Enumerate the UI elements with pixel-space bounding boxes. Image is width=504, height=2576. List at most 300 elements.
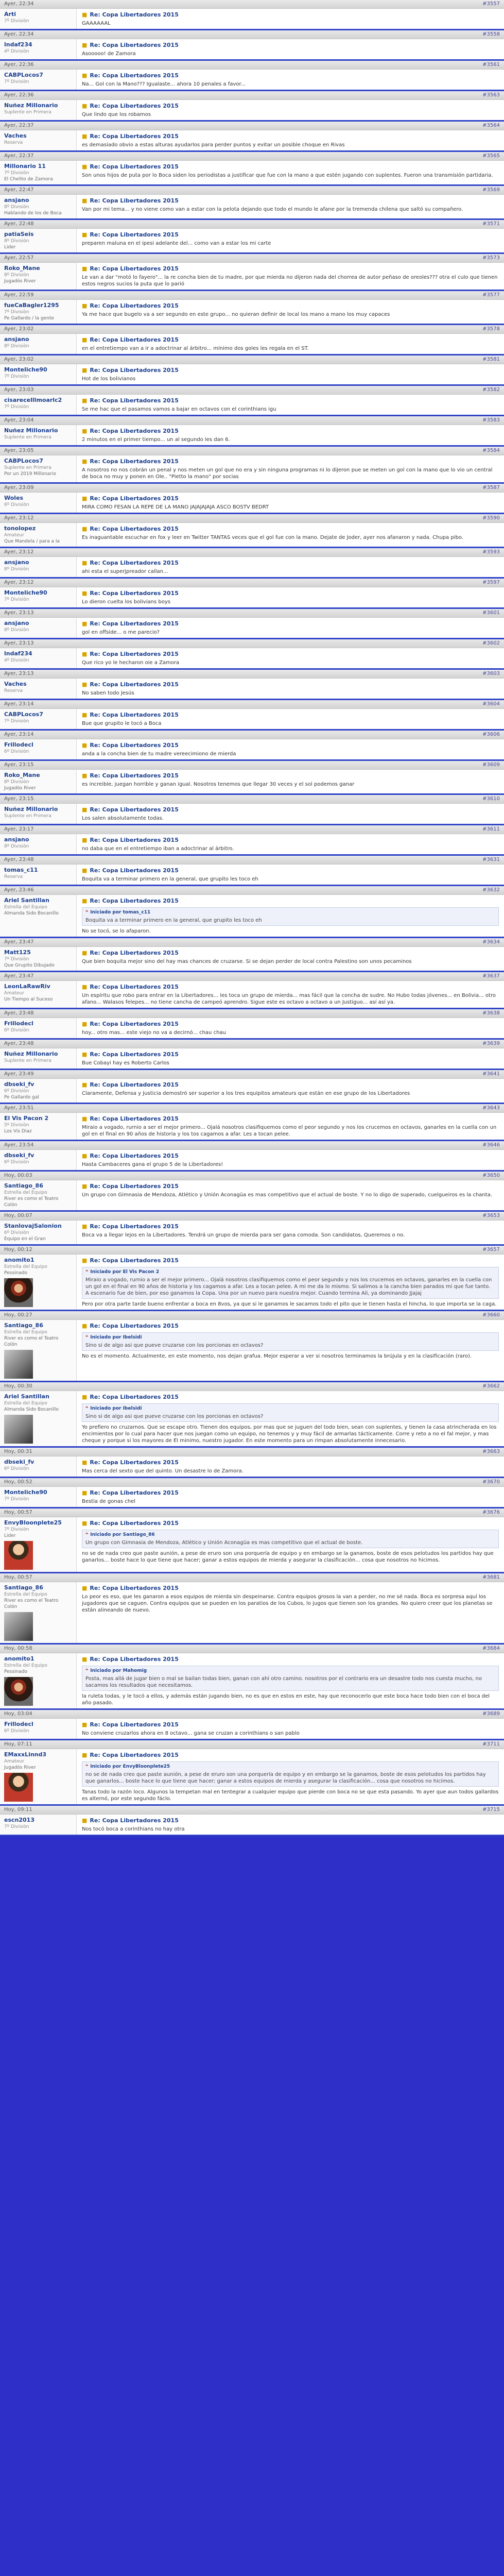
post-text: Yo prefiero no cruzarnos. Que se escape otro. Tienen dos equipos, por mas que se juguen del todo bien, sean con suplentes, y tienen la casa atrincherada en los encimientos por lo cual para hacer que nos juegan como un equipo, no tenemos y y muy fácil de armarlas tácticamente. Corre y reto a no el fal mejor, y mas cheque y porque si los mayores de El minimo, nuestro jugador. En este momento para un rimpan absolutamente innecesario.	[82, 1425, 497, 1444]
author-username-link[interactable]: Arti	[4, 11, 16, 18]
post-header	[0, 825, 504, 834]
post-body	[77, 195, 504, 218]
post-body	[77, 1653, 504, 1708]
avatar[interactable]	[4, 1612, 33, 1641]
post-number-link[interactable]: #3584	[482, 448, 500, 453]
post-title-icon: ■	[82, 1752, 88, 1758]
post-header	[0, 91, 504, 100]
author-username-link[interactable]: anomito1	[4, 1257, 34, 1263]
post-title-text: Re: Copa Libertadores 2015	[90, 837, 179, 843]
post-title-icon: ■	[82, 711, 88, 718]
post-number-link[interactable]: #3670	[482, 1479, 500, 1485]
post-title-text: Re: Copa Libertadores 2015	[90, 1081, 179, 1088]
author-username-link[interactable]: EMaxxLinnd3	[4, 1751, 47, 1758]
post-text: anda a la concha bien de tu madre vereecimiono de mierda	[82, 751, 236, 757]
author-username-link[interactable]: Ariel Santillan	[4, 897, 49, 904]
post-title-text: Re: Copa Libertadores 2015	[90, 1021, 179, 1027]
author-panel	[0, 523, 77, 547]
avatar[interactable]	[4, 1541, 33, 1570]
author-username-link[interactable]: CABPLocos7	[4, 711, 43, 718]
post-number-link[interactable]: #3643	[482, 1105, 500, 1111]
post-header	[0, 386, 504, 395]
post-header	[0, 0, 504, 9]
author-username-link[interactable]: EnvyBloonplete25	[4, 1519, 62, 1526]
post-title	[82, 1459, 499, 1467]
avatar[interactable]	[4, 1773, 33, 1802]
author-username-link[interactable]: Woles	[4, 495, 24, 501]
post-title	[82, 1182, 499, 1191]
post-number-link[interactable]: #3676	[482, 1510, 500, 1515]
author-rank: 6º Divisiòn	[4, 1089, 29, 1094]
author-subtitle: El Chelito de Zamora	[4, 177, 53, 182]
post-number-link[interactable]: #3684	[482, 1646, 500, 1651]
author-panel	[0, 1048, 77, 1069]
post-time: Hoy, 03:04	[4, 1711, 32, 1717]
avatar[interactable]	[4, 1677, 33, 1706]
post-header	[0, 1382, 504, 1391]
forum-post	[0, 1573, 504, 1645]
post-title	[82, 1020, 499, 1028]
post-title-text: Re: Copa Libertadores 2015	[90, 163, 179, 170]
author-username-link[interactable]: tonolopez	[4, 525, 36, 532]
post-number-link[interactable]: #3632	[482, 887, 500, 893]
post-header	[0, 186, 504, 195]
post-header	[0, 325, 504, 334]
author-panel	[0, 804, 77, 824]
avatar[interactable]	[4, 1350, 33, 1379]
author-username-link[interactable]: Frillodecl	[4, 1020, 33, 1027]
author-rank: 6º Divisiòn	[4, 1160, 29, 1165]
author-username-link[interactable]: StanlovajSalonion	[4, 1223, 62, 1229]
forum-post	[0, 1710, 504, 1740]
post-row	[0, 557, 504, 577]
author-username-link[interactable]: Frillodecl	[4, 1721, 33, 1727]
post-row	[0, 648, 504, 668]
post-number-link[interactable]: #3610	[482, 796, 500, 802]
post-title-icon: ■	[82, 837, 88, 843]
author-username-link[interactable]: cisarecelllmoarlc2	[4, 397, 62, 403]
post-header	[0, 1009, 504, 1018]
post-header	[0, 670, 504, 679]
author-rank: 6º Divisiòn	[4, 1028, 29, 1033]
post-body	[77, 709, 504, 729]
author-panel	[0, 1653, 77, 1708]
author-subtitle: Almanda Sido Bocanillo	[4, 1407, 59, 1412]
post-number-link[interactable]: #3657	[482, 1247, 500, 1252]
author-username-link[interactable]: ansjano	[4, 620, 29, 626]
post-row	[0, 263, 504, 290]
post-header	[0, 1710, 504, 1719]
post-number-link[interactable]: #3569	[482, 187, 500, 193]
forum-post	[0, 416, 504, 447]
post-time: Hoy, 00:58	[4, 1646, 32, 1651]
author-username-link[interactable]: Nuñez Millonario	[4, 1050, 58, 1057]
post-title-text: Re: Copa Libertadores 2015	[90, 681, 179, 688]
post-body	[77, 1079, 504, 1103]
post-header	[0, 1740, 504, 1749]
author-username-link[interactable]: Roko_Mane	[4, 265, 40, 272]
author-username-link[interactable]: ansjano	[4, 197, 29, 204]
quote-author	[85, 1405, 495, 1412]
post-row	[0, 1079, 504, 1103]
post-header	[0, 1645, 504, 1653]
post-text: Mas cerca del sexto que del quinto. Un desastre lo de Zamora.	[82, 1468, 244, 1474]
post-number-link[interactable]: #3638	[482, 1010, 500, 1016]
author-username-link[interactable]: escn2013	[4, 1817, 34, 1823]
post-number-link[interactable]: #3593	[482, 549, 500, 555]
post-number-link[interactable]: #3653	[482, 1213, 500, 1218]
post-time: Ayer, 23:13	[4, 610, 34, 616]
forum-post	[0, 1009, 504, 1040]
quote-author	[85, 1532, 495, 1538]
post-number-link[interactable]: #3663	[482, 1449, 500, 1454]
post-title-text: Re: Copa Libertadores 2015	[90, 458, 179, 465]
post-text: Hot de los bolivianos	[82, 376, 136, 382]
author-subtitle: River es como el Teatro Colón	[4, 1336, 59, 1347]
post-header	[0, 700, 504, 709]
quote-text: Sino si de algo asi que pueve cruzarse con los porcionas en octavos?	[85, 1414, 264, 1419]
post-title-text: Re: Copa Libertadores 2015	[90, 495, 179, 502]
quote-text: Un grupo con Gimnasia de Mendoza, Atlético y Unión Aconagüa es mas competitivo que el actual de boste.	[85, 1540, 363, 1546]
post-time: Ayer, 23:54	[4, 1142, 34, 1148]
post-body	[77, 161, 504, 184]
post-body	[77, 1391, 504, 1446]
author-rank: 7º Divisiòn	[4, 719, 29, 724]
author-username-link[interactable]: Monteliche90	[4, 589, 47, 596]
author-panel	[0, 395, 77, 415]
post-title	[82, 302, 499, 310]
author-rank: Amateur	[4, 533, 24, 538]
author-panel	[0, 161, 77, 184]
post-body	[77, 334, 504, 354]
forum-post	[0, 639, 504, 670]
post-number-link[interactable]: #3601	[482, 610, 500, 616]
post-title	[82, 681, 499, 689]
post-title	[82, 1152, 499, 1160]
forum-post	[0, 579, 504, 609]
post-time: Hoy, 00:31	[4, 1449, 32, 1454]
post-number-link[interactable]: #3564	[482, 123, 500, 128]
author-username-link[interactable]: patiaSeis	[4, 231, 34, 238]
author-username-link[interactable]: Santiago_86	[4, 1182, 43, 1189]
author-subtitle: Hablando de los de Boca	[4, 211, 62, 216]
post-body	[77, 679, 504, 699]
post-header	[0, 795, 504, 804]
post-number-link[interactable]: #3577	[482, 292, 500, 298]
post-header	[0, 548, 504, 557]
post-text: Bue que grupito le tocó a Boca	[82, 721, 162, 726]
quote-author-name: Iniciado por Ibelsidi	[90, 1335, 142, 1340]
post-title	[82, 1751, 499, 1759]
post-title-icon: ■	[82, 1051, 88, 1058]
post-text: Na... Gol con la Mano??? Igualaste... ahora 10 penales a favor...	[82, 81, 246, 87]
forum-post	[0, 0, 504, 30]
post-body	[77, 1719, 504, 1739]
author-username-link[interactable]: Nuñez Millonario	[4, 427, 58, 434]
forum-post	[0, 186, 504, 220]
post-time: Hoy, 09:11	[4, 1807, 32, 1812]
post-row	[0, 1320, 504, 1381]
author-username-link[interactable]: Monteliche90	[4, 1489, 47, 1496]
post-title	[82, 72, 499, 80]
post-number-link[interactable]: #3603	[482, 671, 500, 676]
post-body	[77, 300, 504, 324]
author-rank: Suplente en Primera	[4, 110, 51, 115]
post-title-icon: ■	[82, 197, 88, 204]
post-row	[0, 100, 504, 120]
post-row	[0, 1719, 504, 1739]
author-rank: Estrella del Equipo	[4, 905, 47, 910]
author-subtitle: Jugadós River	[4, 279, 36, 284]
author-panel	[0, 1320, 77, 1381]
author-rank: Reserva	[4, 140, 23, 145]
post-title	[82, 897, 499, 905]
author-username-link[interactable]: ansjano	[4, 836, 29, 843]
post-number-link[interactable]: #3571	[482, 221, 500, 227]
post-header	[0, 1212, 504, 1221]
author-username-link[interactable]: CABPLocos7	[4, 72, 43, 78]
author-username-link[interactable]: dbseki_fv	[4, 1152, 34, 1159]
author-username-link[interactable]: lndaf234	[4, 41, 32, 48]
post-number-link[interactable]: #3606	[482, 732, 500, 737]
post-title-icon: ■	[82, 984, 88, 990]
post-number-link[interactable]: #3715	[482, 1807, 500, 1812]
forum-post	[0, 152, 504, 186]
author-username-link[interactable]: CABPLocos7	[4, 457, 43, 464]
post-title-text: Re: Copa Libertadores 2015	[90, 1721, 179, 1728]
post-time: Ayer, 23:02	[4, 357, 34, 362]
quote-icon: ❝	[85, 1764, 89, 1769]
post-title	[82, 11, 499, 19]
post-title-icon: ■	[82, 1115, 88, 1122]
forum-post	[0, 1246, 504, 1311]
author-rank: 5º Divisiòn	[4, 1123, 29, 1128]
post-time: Ayer, 22:36	[4, 92, 34, 98]
post-text: Hasta Cambaceres gana el grupo 5 de la Libertadores!	[82, 1162, 223, 1167]
post-number-link[interactable]: #3557	[482, 1, 500, 7]
author-panel	[0, 425, 77, 445]
post-header	[0, 938, 504, 947]
post-row	[0, 1456, 504, 1477]
author-panel	[0, 100, 77, 120]
post-title-icon: ■	[82, 1394, 88, 1400]
post-title	[82, 231, 499, 239]
post-number-link[interactable]: #3582	[482, 387, 500, 393]
post-header	[0, 972, 504, 981]
post-title-text: Re: Copa Libertadores 2015	[90, 1394, 179, 1400]
post-title-text: Re: Copa Libertadores 2015	[90, 197, 179, 204]
post-title	[82, 867, 499, 875]
author-panel	[0, 557, 77, 577]
post-title	[82, 1489, 499, 1497]
post-title-icon: ■	[82, 950, 88, 956]
author-rank: Estrella del Equipo	[4, 1592, 47, 1597]
author-rank: 6º Divisiòn	[4, 1728, 29, 1734]
post-body	[77, 739, 504, 759]
author-username-link[interactable]: LeonLaRawRiv	[4, 983, 50, 990]
forum-post	[0, 1806, 504, 1836]
post-header	[0, 609, 504, 618]
post-text: Ya me hace que bugelo va a ser segundo en este grupo... no quieran definir de local los mano a mano los muy capaces	[82, 312, 390, 317]
post-title-text: Re: Copa Libertadores 2015	[90, 1459, 179, 1466]
post-title-text: Re: Copa Libertadores 2015	[90, 367, 179, 374]
author-rank: Estrella del Equipo	[4, 1401, 47, 1406]
post-number-link[interactable]: #3660	[482, 1312, 500, 1318]
author-panel	[0, 709, 77, 729]
post-header	[0, 1172, 504, 1180]
post-title-icon: ■	[82, 336, 88, 343]
post-number-link[interactable]: #3634	[482, 939, 500, 945]
post-number-link[interactable]: #3711	[482, 1741, 500, 1747]
post-time: Ayer, 23:05	[4, 448, 34, 453]
author-username-link[interactable]: ansjano	[4, 559, 29, 566]
author-username-link[interactable]: fueCaBagler1295	[4, 302, 59, 309]
author-username-link[interactable]: Santiago_86	[4, 1322, 43, 1329]
author-rank: Estrella del Equipo	[4, 1264, 47, 1269]
post-row	[0, 334, 504, 354]
post-body	[77, 425, 504, 445]
post-number-link[interactable]: #3578	[482, 326, 500, 332]
post-text: Le van a dar "motó lo fayero"... la re concha bien de tu madre, por que mierda no dijeron nada del chorrea de autor peñaso de oreoles??? otra el culo que tienen estos negros sucios la puta que lo parió	[82, 275, 498, 287]
post-title-text: Re: Copa Libertadores 2015	[90, 72, 179, 79]
post-title	[82, 1115, 499, 1123]
forum-post	[0, 30, 504, 61]
author-username-link[interactable]: Roko_Mane	[4, 772, 40, 778]
post-number-link[interactable]: #3650	[482, 1173, 500, 1178]
post-title-icon: ■	[82, 681, 88, 688]
post-row	[0, 523, 504, 547]
post-body	[77, 395, 504, 415]
post-number-link[interactable]: #3662	[482, 1383, 500, 1389]
post-text: es demasiado obvio a estas alturas ayudarlos para perder puntos y evitar un posible choque en Rivas	[82, 142, 345, 148]
post-quote	[82, 907, 499, 926]
post-number-link[interactable]: #3563	[482, 92, 500, 98]
author-rank: Suplente en Primera	[4, 814, 51, 819]
author-username-link[interactable]: Vaches	[4, 681, 27, 687]
post-number-link[interactable]: #3590	[482, 515, 500, 521]
author-panel	[0, 1391, 77, 1446]
post-number-link[interactable]: #3689	[482, 1711, 500, 1717]
author-panel	[0, 334, 77, 354]
quote-author	[85, 1764, 495, 1770]
author-username-link[interactable]: dbseki_fv	[4, 1081, 34, 1088]
post-quote	[82, 1530, 499, 1548]
post-title-icon: ■	[82, 231, 88, 238]
author-username-link[interactable]: ansjano	[4, 336, 29, 343]
post-header	[0, 1070, 504, 1079]
author-panel	[0, 1018, 77, 1038]
avatar[interactable]	[4, 1415, 33, 1444]
post-number-link[interactable]: #3565	[482, 153, 500, 159]
forum-post	[0, 795, 504, 825]
post-number-link[interactable]: #3597	[482, 580, 500, 585]
post-title	[82, 265, 499, 273]
author-rank: 7º Divisiòn	[4, 404, 29, 410]
author-panel	[0, 618, 77, 638]
author-username-link[interactable]: Nuñez Millonario	[4, 806, 58, 812]
author-username-link[interactable]: El Vis Pacon 2	[4, 1115, 49, 1122]
post-text: Que bien boquita mejor sino del hay mas chances de cruzarse. Si se dejan perder de local contra Palestino son unos pecaminos	[82, 959, 412, 964]
author-username-link[interactable]: tomas_c11	[4, 867, 38, 873]
author-panel	[0, 1517, 77, 1572]
post-title-icon: ■	[82, 1183, 88, 1190]
post-time: Ayer, 23:46	[4, 887, 34, 893]
post-number-link[interactable]: #3561	[482, 62, 500, 67]
post-number-link[interactable]: #3602	[482, 640, 500, 646]
author-username-link[interactable]: Frillodecl	[4, 741, 33, 748]
author-username-link[interactable]: Millonario 11	[4, 163, 46, 170]
post-title	[82, 806, 499, 814]
author-username-link[interactable]: anomito1	[4, 1655, 34, 1662]
post-time: Ayer, 23:48	[4, 1041, 34, 1046]
author-panel	[0, 130, 77, 150]
post-title-icon: ■	[82, 133, 88, 140]
post-title	[82, 336, 499, 344]
post-time: Hoy, 00:03	[4, 1173, 32, 1178]
post-header	[0, 639, 504, 648]
post-title-text: Re: Copa Libertadores 2015	[90, 1585, 179, 1591]
quote-icon: ❝	[85, 910, 89, 915]
post-title-text: Re: Copa Libertadores 2015	[90, 397, 179, 404]
post-title-icon: ■	[82, 1489, 88, 1496]
post-number-link[interactable]: #3609	[482, 762, 500, 768]
author-username-link[interactable]: Matt125	[4, 949, 31, 956]
forum-post	[0, 1040, 504, 1070]
forum-post	[0, 1104, 504, 1141]
author-username-link[interactable]: Nuñez Millonario	[4, 102, 58, 109]
author-username-link[interactable]: lndaf234	[4, 650, 32, 657]
post-number-link[interactable]: #3573	[482, 255, 500, 261]
avatar[interactable]	[4, 1278, 33, 1307]
post-number-link[interactable]: #3631	[482, 857, 500, 862]
author-username-link[interactable]: Vaches	[4, 132, 27, 139]
post-number-link[interactable]: #3637	[482, 973, 500, 979]
post-header	[0, 1448, 504, 1456]
author-panel	[0, 1749, 77, 1804]
author-username-link[interactable]: Santiago_86	[4, 1584, 43, 1591]
post-number-link[interactable]: #3604	[482, 701, 500, 707]
post-number-link[interactable]: #3681	[482, 1574, 500, 1580]
forum-post	[0, 355, 504, 386]
post-row	[0, 834, 504, 854]
post-number-link[interactable]: #3581	[482, 357, 500, 362]
post-number-link[interactable]: #3646	[482, 1142, 500, 1148]
post-time: Hoy, 07:11	[4, 1741, 32, 1747]
author-subtitle: Un Tiempo al Suceso	[4, 997, 53, 1002]
post-title	[82, 1817, 499, 1825]
post-body	[77, 1456, 504, 1477]
author-username-link[interactable]: Ariel Santillan	[4, 1393, 49, 1400]
post-number-link[interactable]: #3583	[482, 417, 500, 423]
post-number-link[interactable]: #3587	[482, 485, 500, 490]
post-title	[82, 741, 499, 750]
post-number-link[interactable]: #3558	[482, 31, 500, 37]
post-number-link[interactable]: #3639	[482, 1041, 500, 1046]
post-number-link[interactable]: #3611	[482, 826, 500, 832]
post-header	[0, 579, 504, 587]
author-rank: 4º Divisiòn	[4, 49, 29, 54]
author-username-link[interactable]: dbseki_fv	[4, 1459, 34, 1465]
post-title-icon: ■	[82, 458, 88, 465]
author-username-link[interactable]: Monteliche90	[4, 366, 47, 373]
post-title-icon: ■	[82, 1585, 88, 1591]
post-header	[0, 484, 504, 493]
post-time: Ayer, 23:15	[4, 796, 34, 802]
post-text: Un grupo con Gimnasia de Mendoza, Atlético y Unión Aconagüa es mas competitivo que el actual de boste. Y no lo digo de superado, cuelgueiros es la chanta.	[82, 1192, 492, 1198]
post-number-link[interactable]: #3641	[482, 1071, 500, 1077]
post-title	[82, 949, 499, 957]
post-title	[82, 366, 499, 375]
